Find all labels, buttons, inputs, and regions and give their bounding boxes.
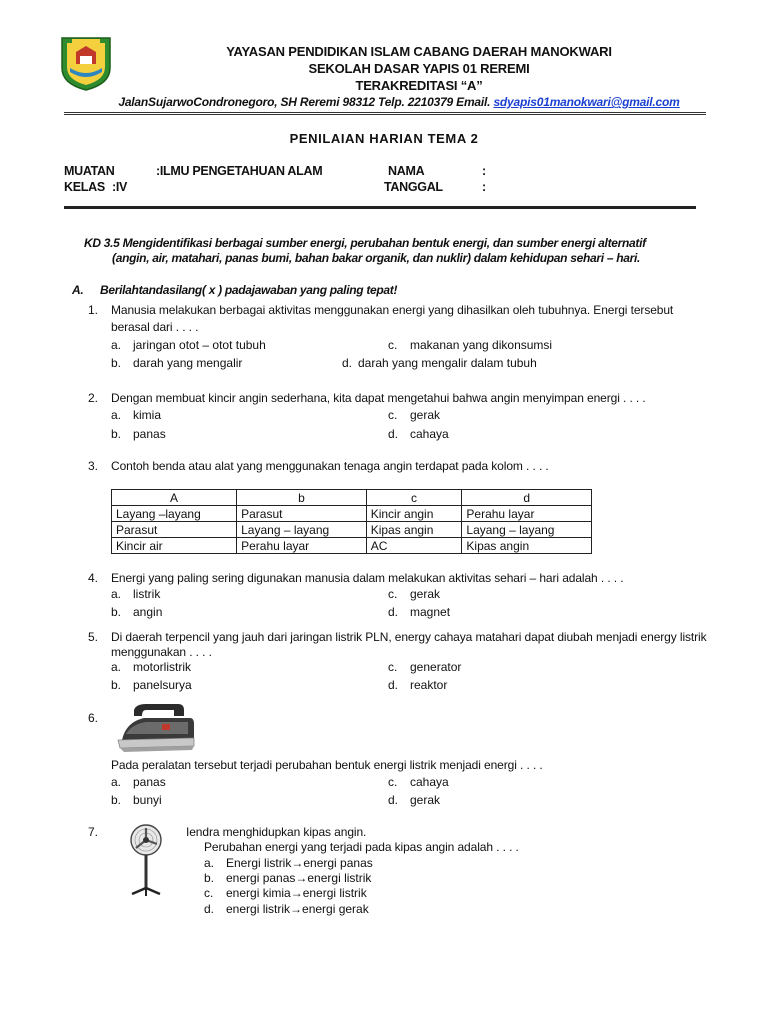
q6-option-c[interactable]: c. cahaya [388,775,449,789]
q6-text: Pada peralatan tersebut terjadi perubahan bentuk energi listrik menjadi energi . . . . [111,758,543,772]
table-cell: Kipas angin [366,522,462,538]
q2-option-b[interactable]: b. panas [111,427,166,441]
q7-option-c[interactable]: c. energi kimia→energi listrik [204,886,367,900]
q4-option-c[interactable]: c. gerak [388,587,441,601]
email-link[interactable]: sdyapis01manokwari@gmail.com [493,95,680,109]
table-row [112,522,592,538]
nama-label: NAMA [388,164,425,178]
q1-option-d[interactable]: d. darah yang mengalir dalam tubuh [342,356,537,370]
q7-number: 7. [88,825,99,839]
tanggal-label: TANGGAL [384,180,443,194]
q2-option-d[interactable]: d. cahaya [388,427,449,441]
table-header-row [112,490,592,506]
table-cell: Layang – layang [462,522,592,538]
meta-divider [64,206,696,209]
q4-option-b[interactable]: b. angin [111,605,163,619]
q5-number: 5. [88,630,99,644]
table-cell: Kincir air [112,538,237,554]
q7-option-d[interactable]: d. energi listrik→energi gerak [204,902,369,916]
header-divider [64,112,706,115]
q4-option-a[interactable]: a. listrik [111,587,161,601]
table-header-cell[interactable]: d [462,490,592,506]
tanggal-colon: : [482,180,486,194]
table-cell: Parasut [237,506,367,522]
q5-text-line-2: menggunakan . . . . [111,645,212,659]
q6-option-b[interactable]: b. bunyi [111,793,162,807]
q1-option-b[interactable]: b. darah yang mengalir [111,356,243,370]
electric-iron-icon [116,700,196,752]
table-cell: Perahu layar [237,538,367,554]
q4-text: Energi yang paling sering digunakan manusia dalam melakukan aktivitas sehari – hari adalah . . . . [111,571,624,585]
accreditation: TERAKREDITASI “A” [355,78,483,93]
table-row [112,506,592,522]
q7-option-b[interactable]: b. energi panas→energi listrik [204,871,372,885]
foundation-name: YAYASAN PENDIDIKAN ISLAM CABANG DAERAH MANOKWARI [226,44,612,59]
q3-number: 3. [88,459,99,473]
table-cell: Parasut [112,522,237,538]
table-row [112,538,592,554]
q6-number: 6. [88,711,99,725]
q6-option-a[interactable]: a. panas [111,775,166,789]
table-cell: Kipas angin [462,538,592,554]
q4-option-d[interactable]: d. magnet [388,605,451,619]
q5-option-d[interactable]: d. reaktor [388,678,448,692]
q1-option-c[interactable]: c. makanan yang dikonsumsi [388,338,553,352]
q2-option-c[interactable]: c. gerak [388,408,441,422]
q7-option-a[interactable]: a. Energi listrik→energi panas [204,856,373,870]
address-line [0,95,768,109]
q3-answer-table [111,489,592,554]
page-title: PENILAIAN HARIAN TEMA 2 [289,131,479,146]
q5-option-a[interactable]: a. motorlistrik [111,660,192,674]
section-letter: A. [72,283,84,297]
table-header-cell[interactable]: c [366,490,462,506]
q2-option-a[interactable]: a. kimia [111,408,162,422]
table-header-cell[interactable]: A [112,490,237,506]
section-instruction: Berilahtandasilang( x ) padajawaban yang paling tepat! [100,283,398,297]
table-cell: Kincir angin [366,506,462,522]
table-cell: Layang – layang [237,522,367,538]
address-text: JalanSujarwoCondronegoro, SH Reremi 98312 Telp. 2210379 Email. [118,95,494,109]
q6-option-d[interactable]: d. gerak [388,793,441,807]
letterhead [0,0,768,120]
q4-number: 4. [88,571,99,585]
q5-option-b[interactable]: b. panelsurya [111,678,192,692]
competency-statement [84,236,704,266]
q2-number: 2. [88,391,99,405]
q7-text-line-2: Perubahan energi yang terjadi pada kipas angin adalah . . . . [204,840,519,854]
q5-option-c[interactable]: c. generator [388,660,462,674]
kelas-value: :IV [112,180,128,194]
q1-text-line-2: berasal dari . . . . [111,320,199,334]
standing-fan-icon [128,824,164,898]
q7-text-line-1: Iendra menghidupkan kipas angin. [186,825,367,839]
muatan-value: :ILMU PENGETAHUAN ALAM [156,164,323,178]
q3-text: Contoh benda atau alat yang menggunakan tenaga angin terdapat pada kolom . . . . [111,459,549,473]
table-header-cell[interactable]: b [237,490,367,506]
nama-colon: : [482,164,486,178]
kd-line-1: KD 3.5 Mengidentifikasi berbagai sumber energi, perubahan bentuk energi, dan sumber energi alternatif [84,236,646,250]
q1-number: 1. [88,303,99,317]
table-cell: Layang –layang [112,506,237,522]
q1-text-line-1: Manusia melakukan berbagai aktivitas menggunakan energi yang dihasilkan oleh tubuhnya. Energi tersebut [111,303,674,317]
q2-text: Dengan membuat kincir angin sederhana, kita dapat mengetahui bahwa angin menyimpan energi . . . . [111,391,646,405]
q1-option-a[interactable]: a. jaringan otot – otot tubuh [111,338,266,352]
kelas-label: KELAS [64,180,105,194]
table-cell: AC [366,538,462,554]
kd-line-2: (angin, air, matahari, panas bumi, bahan bakar organik, dan nuklir) dalam kehidupan sehari – hari. [112,251,641,265]
muatan-label: MUATAN [64,164,115,178]
school-name: SEKOLAH DASAR YAPIS 01 REREMI [308,61,530,76]
table-cell: Perahu layar [462,506,592,522]
section-a-heading [72,283,397,297]
q5-text-line-1: Di daerah terpencil yang jauh dari jaringan listrik PLN, energy cahaya matahari dapat diubah menjadi energy listrik [111,630,707,644]
